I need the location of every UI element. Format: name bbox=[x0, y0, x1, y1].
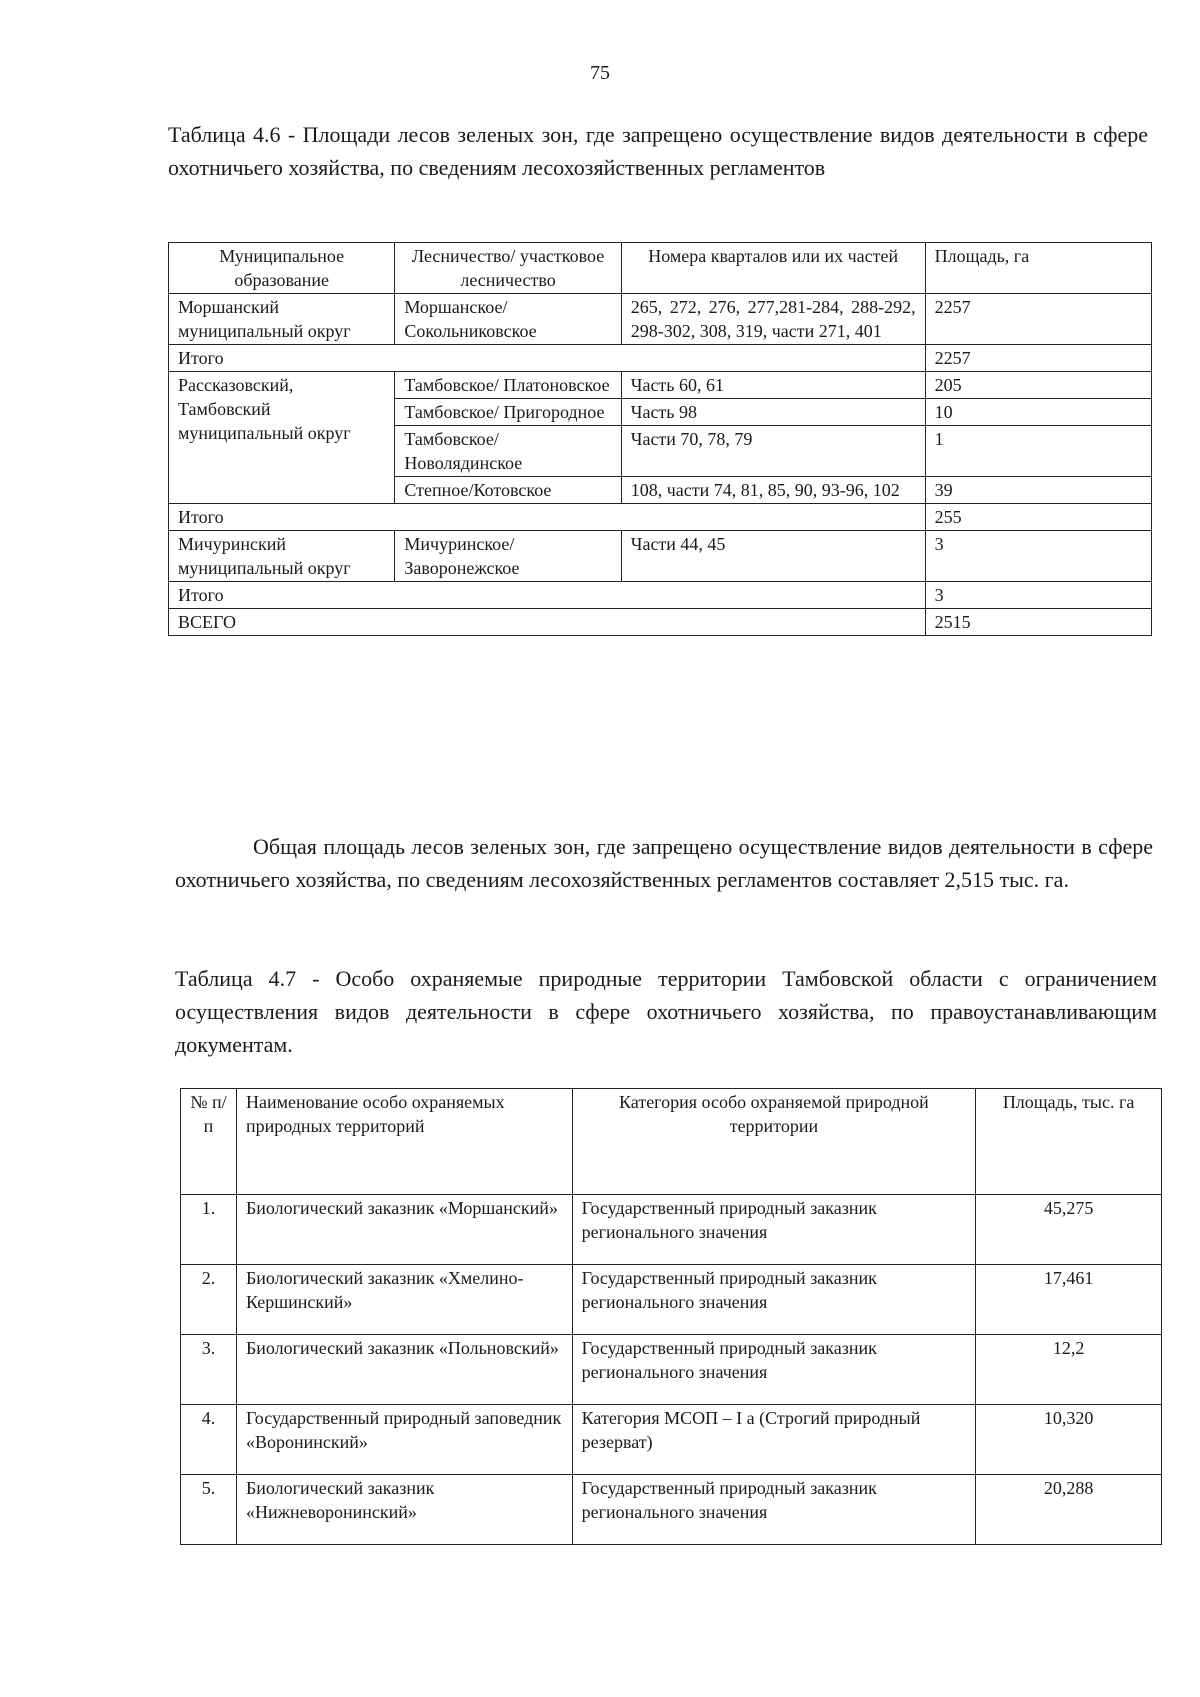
header-forestry: Лесничество/ участковое лесничество bbox=[395, 243, 621, 294]
cell-municipality: Моршанский муниципальный округ bbox=[169, 294, 395, 345]
cell-area: 3 bbox=[925, 531, 1151, 582]
cell-name: Биологический заказник «Польновский» bbox=[236, 1335, 572, 1405]
cell-category: Государственный природный заказник регионального значения bbox=[572, 1265, 976, 1335]
cell-area: 17,461 bbox=[976, 1265, 1162, 1335]
cell-number: 4. bbox=[181, 1405, 237, 1475]
table-4-7 bbox=[180, 1088, 1162, 1545]
subtotal-value: 3 bbox=[925, 582, 1151, 609]
cell-category: Государственный природный заказник регионального значения bbox=[572, 1195, 976, 1265]
cell-forestry: Мичуринское/ Заворонежское bbox=[395, 531, 621, 582]
cell-forestry: Тамбовское/ Пригородное bbox=[395, 399, 621, 426]
cell-area: 12,2 bbox=[976, 1335, 1162, 1405]
cell-area: 2257 bbox=[925, 294, 1151, 345]
table-row bbox=[181, 1475, 1162, 1545]
cell-forestry: Степное/Котовское bbox=[395, 477, 621, 504]
header-municipality: Муниципальное образование bbox=[169, 243, 395, 294]
cell-area: 20,288 bbox=[976, 1475, 1162, 1545]
table-row bbox=[169, 531, 1152, 582]
cell-municipality: Рассказовский, Тамбовский муниципальный округ bbox=[169, 372, 395, 504]
table-row bbox=[181, 1335, 1162, 1405]
cell-name: Государственный природный заповедник «Воронинский» bbox=[236, 1405, 572, 1475]
table-row bbox=[181, 1195, 1162, 1265]
header-blocks: Номера кварталов или их частей bbox=[621, 243, 925, 294]
cell-category: Категория МСОП – I a (Строгий природный резерват) bbox=[572, 1405, 976, 1475]
header-name: Наименование особо охраняемых природных территорий bbox=[236, 1089, 572, 1195]
page-number: 75 bbox=[590, 62, 610, 84]
cell-name: Биологический заказник «Хмелино-Кершинский» bbox=[236, 1265, 572, 1335]
cell-category: Государственный природный заказник регионального значения bbox=[572, 1335, 976, 1405]
table-row bbox=[169, 294, 1152, 345]
cell-number: 1. bbox=[181, 1195, 237, 1265]
cell-forestry: Тамбовское/ Новолядинское bbox=[395, 426, 621, 477]
cell-area: 10 bbox=[925, 399, 1151, 426]
table-header-row bbox=[169, 243, 1152, 294]
cell-blocks: Части 44, 45 bbox=[621, 531, 925, 582]
cell-area: 1 bbox=[925, 426, 1151, 477]
table-4-6-caption: Таблица 4.6 - Площади лесов зеленых зон, где запрещено осуществление видов деятельности в сфере охотничьего хозяйства, по сведениям лесохозяйственных регламентов bbox=[168, 122, 1148, 180]
cell-blocks: Часть 98 bbox=[621, 399, 925, 426]
cell-blocks: Части 70, 78, 79 bbox=[621, 426, 925, 477]
subtotal-label: Итого bbox=[169, 582, 926, 609]
cell-area: 45,275 bbox=[976, 1195, 1162, 1265]
subtotal-row bbox=[169, 504, 1152, 531]
grand-total-value: 2515 bbox=[925, 609, 1151, 636]
cell-area: 39 bbox=[925, 477, 1151, 504]
table-4-7-caption: Таблица 4.7 - Особо охраняемые природные территории Тамбовской области с ограничением осуществления видов деятельности в сфере охотничьего хозяйства, по правоустанавливающим документам. bbox=[175, 966, 1157, 1057]
cell-forestry: Тамбовское/ Платоновское bbox=[395, 372, 621, 399]
summary-paragraph: Общая площадь лесов зеленых зон, где запрещено осуществление видов деятельности в сфере охотничьего хозяйства, по сведениям лесохозяйственных регламентов составляет 2,515 тыс. га. bbox=[175, 834, 1153, 892]
table-row bbox=[169, 372, 1152, 399]
subtotal-value: 2257 bbox=[925, 345, 1151, 372]
subtotal-label: Итого bbox=[169, 504, 926, 531]
subtotal-row bbox=[169, 345, 1152, 372]
subtotal-label: Итого bbox=[169, 345, 926, 372]
cell-forestry: Моршанское/ Сокольниковское bbox=[395, 294, 621, 345]
table-header-row bbox=[181, 1089, 1162, 1195]
header-area: Площадь, тыс. га bbox=[976, 1089, 1162, 1195]
cell-area: 10,320 bbox=[976, 1405, 1162, 1475]
cell-blocks: 265, 272, 276, 277,281-284, 288-292, 298-302, 308, 319, части 271, 401 bbox=[621, 294, 925, 345]
table-4-6 bbox=[168, 242, 1152, 636]
grand-total-row bbox=[169, 609, 1152, 636]
table-row bbox=[181, 1405, 1162, 1475]
header-category: Категория особо охраняемой природной территории bbox=[572, 1089, 976, 1195]
cell-municipality: Мичуринский муниципальный округ bbox=[169, 531, 395, 582]
cell-number: 5. bbox=[181, 1475, 237, 1545]
cell-area: 205 bbox=[925, 372, 1151, 399]
cell-name: Биологический заказник «Моршанский» bbox=[236, 1195, 572, 1265]
subtotal-row bbox=[169, 582, 1152, 609]
cell-name: Биологический заказник «Нижневоронинский» bbox=[236, 1475, 572, 1545]
grand-total-label: ВСЕГО bbox=[169, 609, 926, 636]
cell-category: Государственный природный заказник регионального значения bbox=[572, 1475, 976, 1545]
header-number: № п/п bbox=[181, 1089, 237, 1195]
table-row bbox=[181, 1265, 1162, 1335]
cell-number: 2. bbox=[181, 1265, 237, 1335]
header-area: Площадь, га bbox=[925, 243, 1151, 294]
subtotal-value: 255 bbox=[925, 504, 1151, 531]
cell-blocks: 108, части 74, 81, 85, 90, 93-96, 102 bbox=[621, 477, 925, 504]
cell-blocks: Часть 60, 61 bbox=[621, 372, 925, 399]
cell-number: 3. bbox=[181, 1335, 237, 1405]
